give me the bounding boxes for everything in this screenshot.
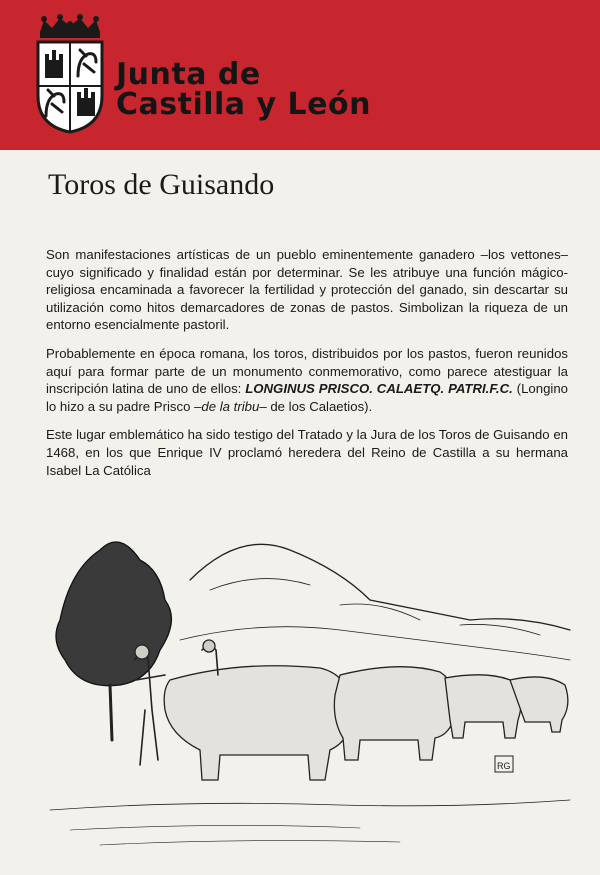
coat-of-arms-icon — [34, 14, 106, 134]
paragraph-2-text-c: de los Calaetios). — [266, 398, 373, 414]
paragraph-2 — [46, 345, 568, 415]
stone-bulls-illustration — [40, 510, 580, 850]
body-text — [46, 246, 568, 490]
illustration-signature: RG — [497, 761, 511, 771]
latin-inscription: LONGINUS PRISCO. CALAETQ. PATRI.F.C. — [245, 381, 513, 397]
paragraph-2-italic: –de la tribu– — [194, 398, 267, 414]
header-banner — [0, 0, 600, 150]
org-name-line2: Castilla y León — [116, 87, 371, 122]
org-name — [116, 57, 371, 122]
paragraph-3: Este lugar emblemático ha sido testigo del Tratado y la Jura de los Toros de Guisando en 1468, en los que Enrique IV proclamó heredera del Reino de Castilla a su hermana Isabel La Católica — [46, 427, 568, 478]
paragraph-2-text-b: (Longino lo hizo a su padre Prisco — [46, 381, 569, 414]
page-title: Toros de Guisando — [48, 168, 275, 201]
paragraph-2-text-a: Probablemente en época romana, los toros, distribuidos por los pastos, fueron reunidos aquí para formar parte de un monumento conmemorativo, como parece atestiguar la inscripción latina de uno de ellos: — [46, 345, 568, 397]
org-name-line1: Junta de — [116, 57, 261, 92]
paragraph-1: Son manifestaciones artísticas de un pueblo eminentemente ganadero –los vettones– cuyo significado y finalidad están por determinar. Se les atribuye una función mágico-religiosa encaminada a favorecer la fertilidad y protección del ganado, sin descartar su utilización como hitos demarcadores de zonas de pastos. Simbolizan la riqueza de un entorno esencialmente pastoril. — [46, 247, 568, 333]
